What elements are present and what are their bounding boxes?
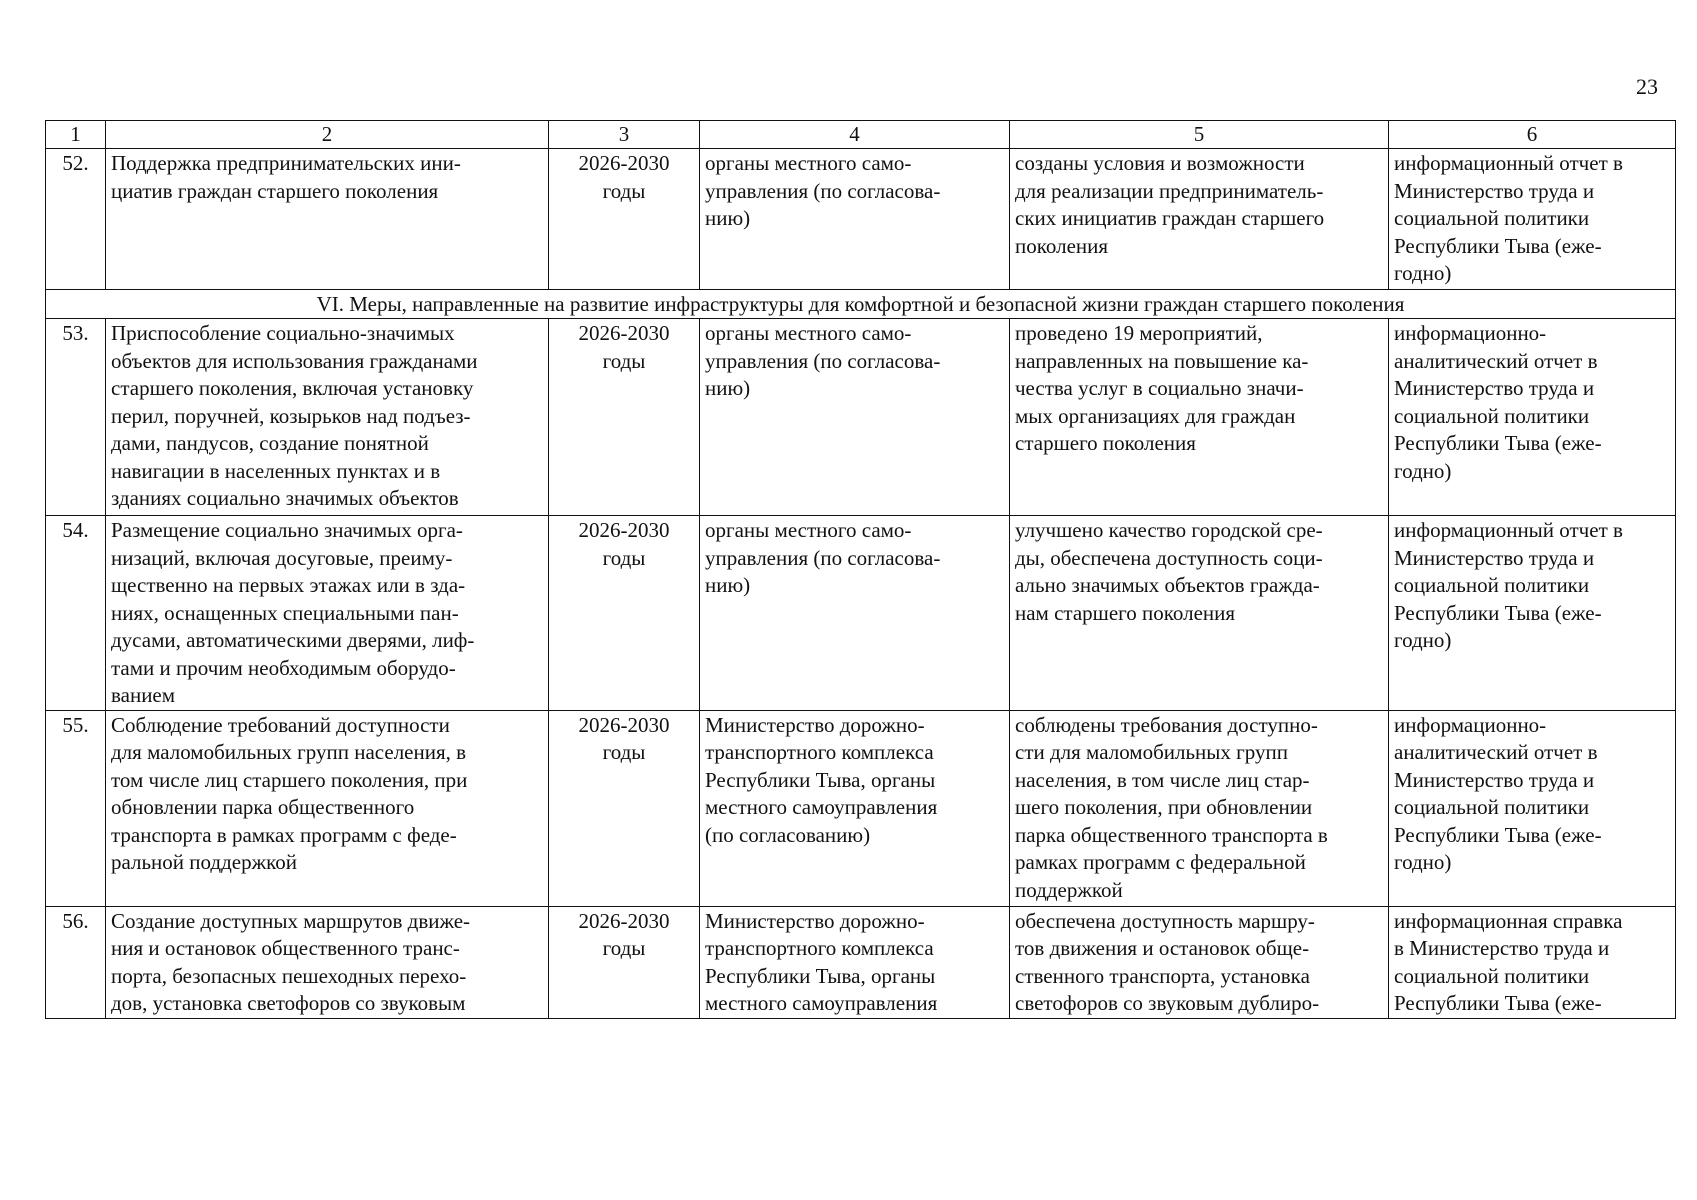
cell-line: социальной политики (1394, 963, 1590, 988)
cell-line: поколения (1015, 233, 1109, 258)
cell-line: Поддержка предпринимательских ини- (111, 151, 461, 175)
responsible-cell (700, 710, 1010, 906)
responsible-cell (700, 906, 1010, 1018)
cell-line: ванием (111, 683, 176, 707)
cell-line: Республики Тыва, органы (705, 767, 936, 792)
section-heading-row (46, 290, 1676, 319)
cell-line: Размещение социально значимых орга- (111, 518, 463, 542)
cell-line: аналитический отчет в (1394, 348, 1598, 373)
cell-line: направленных на повышение ка- (1015, 348, 1309, 373)
cell-line: Соблюдение требований доступности (111, 712, 450, 737)
column-number-cell: 5 (1010, 121, 1389, 149)
cell-line: Республики Тыва (еже- (1394, 233, 1602, 258)
cell-line: 2026-2030 (578, 518, 670, 542)
cell-line: чества услуг в социально значи- (1015, 376, 1304, 400)
row-number-cell (46, 516, 106, 711)
cell-line: 2026-2030 (578, 712, 670, 737)
report-cell (1389, 516, 1676, 711)
table-row (46, 710, 1676, 906)
cell-line: аналитический отчет в (1394, 740, 1598, 764)
cell-line: социальной политики (1394, 795, 1590, 819)
cell-line: улучшено качество городской сре- (1015, 518, 1323, 542)
column-number-cell: 1 (46, 121, 106, 149)
cell-line: годно) (1394, 628, 1452, 652)
cell-line: Министерство труда и (1394, 767, 1595, 792)
cell-line: информационный отчет в (1394, 151, 1623, 175)
cell-line: дами, пандусов, создание понятной (111, 431, 429, 455)
result-cell (1010, 710, 1389, 906)
cell-line: управления (по согласова- (705, 348, 941, 373)
cell-line: управления (по согласова- (705, 545, 941, 570)
period-cell (549, 516, 700, 711)
column-number-cell: 6 (1389, 121, 1676, 149)
cell-line: проведено 19 мероприятий, (1015, 321, 1263, 345)
cell-line: парка общественного транспорта в (1015, 822, 1328, 847)
cell-line: населения, в том числе лиц стар- (1015, 767, 1310, 792)
cell-line: годно) (1394, 458, 1452, 483)
cell-line: созданы условия и возможности (1015, 151, 1305, 175)
period-cell (549, 906, 700, 1018)
cell-line: объектов для использования гражданами (111, 348, 478, 373)
cell-line: 53. (62, 321, 89, 345)
cell-line: годы (602, 348, 646, 373)
responsible-cell (700, 149, 1010, 290)
result-cell (1010, 149, 1389, 290)
cell-line: органы местного само- (705, 151, 912, 175)
cell-line: тов движения и остановок обще- (1015, 936, 1310, 960)
cell-line: для маломобильных групп населения, в (111, 740, 467, 764)
cell-line: 56. (62, 908, 89, 933)
cell-line: перил, поручней, козырьков над подъез- (111, 403, 471, 428)
cell-line: годно) (1394, 261, 1452, 285)
cell-line: сти для маломобильных групп (1015, 740, 1288, 764)
cell-line: информационно- (1394, 321, 1547, 345)
responsible-cell (700, 319, 1010, 516)
period-cell (549, 319, 700, 516)
cell-line: 55. (62, 712, 89, 737)
column-number-row (46, 121, 1676, 149)
cell-line: дов, установка светофоров со звуковым (111, 991, 466, 1015)
report-cell (1389, 149, 1676, 290)
cell-line: годно) (1394, 850, 1452, 874)
cell-line: органы местного само- (705, 321, 912, 345)
cell-line: мых организациях для граждан (1015, 403, 1296, 428)
cell-line: ских инициатив граждан старшего (1015, 206, 1325, 230)
cell-line: нию) (705, 573, 751, 597)
cell-line: соблюдены требования доступно- (1015, 712, 1318, 737)
cell-line: социальной политики (1394, 403, 1590, 428)
cell-line: местного самоуправления (705, 991, 938, 1015)
cell-line: Республики Тыва, органы (705, 963, 936, 988)
cell-line: щественно на первых этажах или в зда- (111, 573, 466, 597)
section-title: VI. Меры, направленные на развитие инфраструктуры для комфортной и безопасной жизни граждан старшего поколения (46, 290, 1676, 319)
cell-line: ды, обеспечена доступность соци- (1015, 545, 1323, 570)
cell-line: транспортного комплекса (705, 936, 934, 960)
row-number-cell (46, 319, 106, 516)
cell-line: Министерство труда и (1394, 376, 1595, 400)
cell-line: нию) (705, 206, 751, 230)
cell-line: шего поколения, при обновлении (1015, 795, 1313, 819)
cell-line: Приспособление социально-значимых (111, 321, 455, 345)
cell-line: ральной поддержкой (111, 850, 297, 874)
cell-line: Министерство труда и (1394, 178, 1595, 203)
row-number-cell (46, 906, 106, 1018)
cell-line: старшего поколения (1015, 431, 1196, 455)
cell-line: местного самоуправления (705, 795, 938, 819)
measure-cell (106, 906, 549, 1018)
responsible-cell (700, 516, 1010, 711)
table-body (46, 121, 1676, 1019)
cell-line: порта, безопасных пешеходных перехо- (111, 963, 467, 988)
cell-line: в Министерство труда и (1394, 936, 1610, 960)
cell-line: ния и остановок общественного транс- (111, 936, 460, 960)
cell-line: социальной политики (1394, 573, 1590, 597)
cell-line: навигации в населенных пунктах и в (111, 458, 441, 483)
column-number-cell: 3 (549, 121, 700, 149)
cell-line: годы (602, 545, 646, 570)
result-cell (1010, 319, 1389, 516)
cell-line: низаций, включая досуговые, преиму- (111, 545, 453, 570)
period-cell (549, 710, 700, 906)
cell-line: зданиях социально значимых объектов (111, 486, 459, 510)
table-row (46, 906, 1676, 1018)
cell-line: транспорта в рамках программ с феде- (111, 822, 457, 847)
period-cell (549, 149, 700, 290)
result-cell (1010, 906, 1389, 1018)
cell-line: ально значимых объектов гражда- (1015, 573, 1320, 597)
cell-line: нам старшего поколения (1015, 600, 1236, 625)
cell-line: дусами, автоматическими дверями, лиф- (111, 628, 475, 652)
row-number-cell (46, 710, 106, 906)
cell-line: 2026-2030 (578, 908, 670, 933)
measure-cell (106, 710, 549, 906)
cell-line: Республики Тыва (еже- (1394, 600, 1602, 625)
cell-line: циатив граждан старшего поколения (111, 178, 439, 203)
measure-cell (106, 149, 549, 290)
report-cell (1389, 710, 1676, 906)
cell-line: годы (602, 740, 646, 764)
column-number-cell: 4 (700, 121, 1010, 149)
cell-line: годы (602, 178, 646, 203)
cell-line: Республики Тыва (еже- (1394, 991, 1602, 1015)
cell-line: информационная справка (1394, 908, 1623, 933)
measure-cell (106, 516, 549, 711)
cell-line: том числе лиц старшего поколения, при (111, 767, 468, 792)
cell-line: Министерство дорожно- (705, 712, 925, 737)
row-number-cell (46, 149, 106, 290)
cell-line: ственного транспорта, установка (1015, 963, 1310, 988)
cell-line: Создание доступных маршрутов движе- (111, 908, 471, 933)
cell-line: информационно- (1394, 712, 1547, 737)
cell-line: ниях, оснащенных специальными пан- (111, 600, 459, 625)
cell-line: информационный отчет в (1394, 518, 1623, 542)
cell-line: нию) (705, 376, 751, 400)
cell-line: (по согласованию) (705, 822, 871, 847)
report-cell (1389, 906, 1676, 1018)
measures-table (45, 120, 1676, 1019)
cell-line: рамках программ с федеральной (1015, 850, 1306, 874)
cell-line: транспортного комплекса (705, 740, 934, 764)
cell-line: социальной политики (1394, 206, 1590, 230)
cell-line: поддержкой (1015, 877, 1123, 902)
cell-line: 54. (62, 518, 89, 542)
cell-line: годы (602, 936, 646, 960)
cell-line: тами и прочим необходимым оборудо- (111, 655, 456, 680)
table-row (46, 516, 1676, 711)
cell-line: Республики Тыва (еже- (1394, 822, 1602, 847)
result-cell (1010, 516, 1389, 711)
cell-line: для реализации предприниматель- (1015, 178, 1324, 203)
cell-line: обеспечена доступность маршру- (1015, 908, 1315, 933)
table-row (46, 149, 1676, 290)
cell-line: 52. (62, 151, 89, 175)
column-number-cell: 2 (106, 121, 549, 149)
cell-line: обновлении парка общественного (111, 795, 415, 819)
cell-line: 2026-2030 (578, 321, 670, 345)
cell-line: старшего поколения, включая установку (111, 376, 474, 400)
cell-line: 2026-2030 (578, 151, 670, 175)
report-cell (1389, 319, 1676, 516)
cell-line: светофоров со звуковым дублиро- (1015, 991, 1320, 1015)
cell-line: Республики Тыва (еже- (1394, 431, 1602, 455)
cell-line: органы местного само- (705, 518, 912, 542)
cell-line: Министерство дорожно- (705, 908, 925, 933)
page-number: 23 (1636, 74, 1658, 99)
cell-line: Министерство труда и (1394, 545, 1595, 570)
table-row (46, 319, 1676, 516)
measure-cell (106, 319, 549, 516)
cell-line: управления (по согласова- (705, 178, 941, 203)
